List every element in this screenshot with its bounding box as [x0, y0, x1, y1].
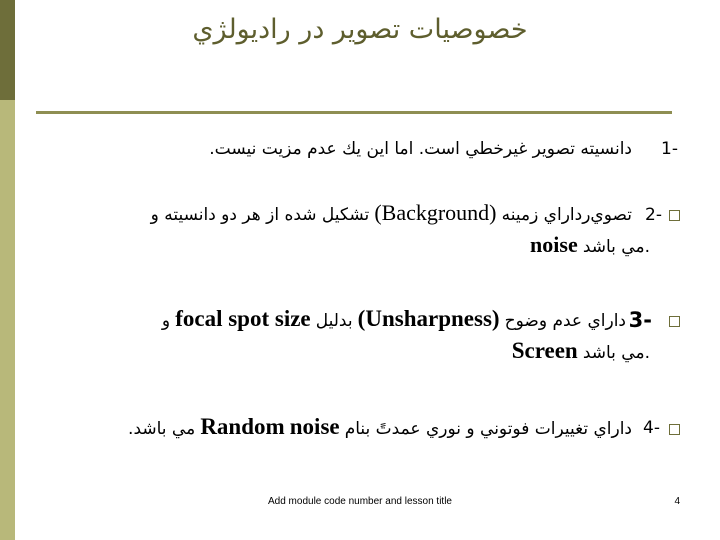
item-3-term-focal-spot: focal spot size	[175, 306, 311, 331]
item-2-line-1	[151, 200, 632, 226]
item-2-text-a: تصوي‌رداراي زمينه	[501, 205, 632, 225]
item-2-text-b: تشكيل شده از هر دو دانسيته و	[150, 205, 370, 225]
item-2-term-background: (Background)	[374, 200, 497, 225]
page-number: 4	[674, 496, 680, 507]
item-3-text-d: مي باشد.	[582, 343, 650, 363]
slide-title: خصوصيات تصوير در راديولژي	[192, 14, 528, 45]
bullet-icon	[669, 210, 680, 221]
item-3-line-1	[162, 306, 626, 332]
item-2-line-2	[530, 232, 650, 258]
item-3-number: 3-	[628, 308, 652, 332]
item-4-text-a: داراي تغييرات فوتوني و نوري عمدتً بنام	[344, 419, 632, 439]
item-3-term-unsharpness: (Unsharpness)	[357, 306, 500, 331]
item-4-number: 4-	[643, 418, 660, 438]
item-4-term-random: Random	[200, 414, 285, 439]
item-1-number: 1-	[661, 139, 678, 159]
item-2-text-c: مي باشد.	[582, 237, 650, 257]
bullet-icon	[669, 424, 680, 435]
item-1-text: دانسيته تصوير غيرخطي است. اما اين يك عدم مزيت نيست.	[209, 139, 632, 159]
item-2-term-noise: noise	[530, 232, 578, 257]
item-3-term-screen: Screen	[511, 338, 578, 363]
item-4-text-b: مي باشد.	[128, 419, 196, 439]
bullet-icon	[669, 316, 680, 327]
item-3-text-c: و	[161, 311, 171, 331]
item-4-term-noise: noise	[289, 414, 340, 439]
item-3-text-b: بدليل	[315, 311, 353, 331]
item-3-text-a: داراي عدم وضوح	[504, 311, 626, 331]
left-accent-bar-top	[0, 0, 15, 100]
item-2-number: 2-	[645, 205, 662, 225]
slide-footer: Add module code number and lesson title	[267, 496, 452, 507]
item-4-line-1	[128, 414, 632, 440]
item-3-line-2	[512, 338, 650, 364]
title-divider	[36, 111, 672, 114]
